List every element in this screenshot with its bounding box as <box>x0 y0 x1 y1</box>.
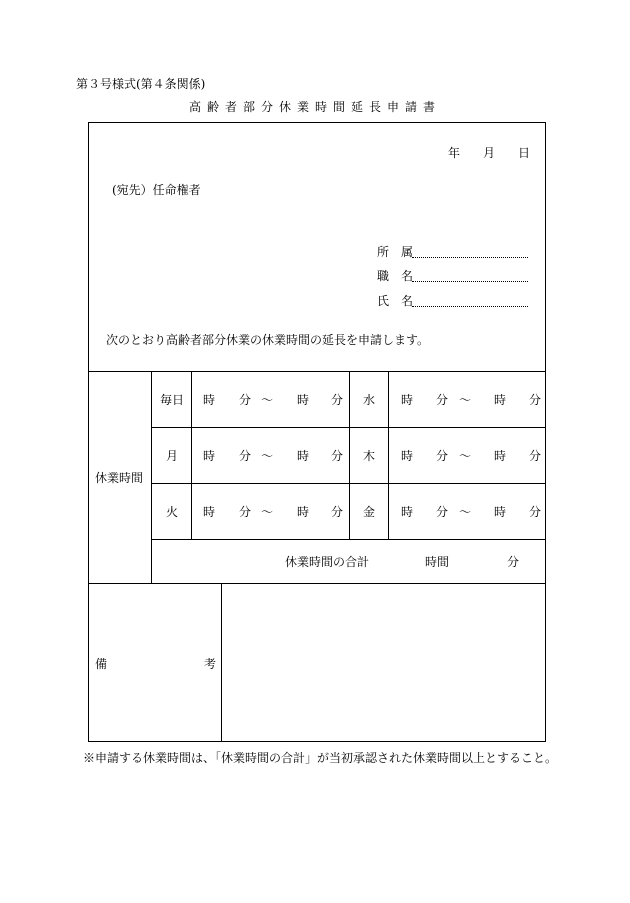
remarks-label-left: 備 <box>95 657 108 671</box>
range-tilde: 〜 <box>261 449 274 463</box>
day-label-thursday: 木 <box>363 449 376 463</box>
end-minute-unit: 分 <box>529 505 542 519</box>
range-tilde: 〜 <box>261 393 274 407</box>
start-hour-unit: 時 <box>401 393 414 407</box>
day-label-monday: 月 <box>166 449 179 463</box>
range-tilde: 〜 <box>459 393 472 407</box>
table-top-line <box>88 371 546 372</box>
document-title: 高齢者部分休業時間延長申請書 <box>188 100 441 114</box>
date-year-label: 年 <box>448 146 461 160</box>
total-hours-unit: 時間 <box>425 555 450 569</box>
date-month-label: 月 <box>483 146 496 160</box>
end-hour-unit: 時 <box>494 505 507 519</box>
start-minute-unit: 分 <box>239 505 252 519</box>
start-hour-unit: 時 <box>203 449 216 463</box>
section-label-divider <box>151 371 152 583</box>
end-minute-unit: 分 <box>331 505 344 519</box>
range-tilde: 〜 <box>459 505 472 519</box>
end-minute-unit: 分 <box>331 449 344 463</box>
addressee: (宛先）任命権者 <box>112 183 201 197</box>
total-leave-label: 休業時間の合計 <box>285 555 370 569</box>
end-hour-unit: 時 <box>494 393 507 407</box>
start-minute-unit: 分 <box>239 449 252 463</box>
day-label-tuesday: 火 <box>166 505 179 519</box>
start-minute-unit: 分 <box>239 393 252 407</box>
right-day-divider <box>388 371 389 539</box>
leave-hours-section-label: 休業時間 <box>95 471 144 485</box>
end-hour-unit: 時 <box>494 449 507 463</box>
position-label: 職 名 <box>377 269 414 283</box>
name-field[interactable] <box>412 306 528 307</box>
remarks-field[interactable] <box>222 584 545 741</box>
footnote: ※申請する休業時間は、「休業時間の合計」が当初承認された休業時間以上とすること。 <box>83 751 558 765</box>
name-label: 氏 名 <box>377 294 414 308</box>
request-statement: 次のとおり高齢者部分休業の休業時間の延長を申請します。 <box>106 333 430 347</box>
start-hour-unit: 時 <box>401 505 414 519</box>
start-minute-unit: 分 <box>436 505 449 519</box>
total-minutes-unit: 分 <box>507 555 520 569</box>
form-number: 第３号様式(第４条関係) <box>76 77 206 91</box>
affiliation-field[interactable] <box>412 257 528 258</box>
end-minute-unit: 分 <box>529 393 542 407</box>
row-line-3 <box>151 539 546 540</box>
date-day-label: 日 <box>518 146 531 160</box>
start-hour-unit: 時 <box>401 449 414 463</box>
affiliation-label: 所 属 <box>377 245 414 259</box>
end-minute-unit: 分 <box>331 393 344 407</box>
remarks-label-right: 考 <box>204 657 217 671</box>
end-hour-unit: 時 <box>297 449 310 463</box>
start-hour-unit: 時 <box>203 505 216 519</box>
position-field[interactable] <box>412 281 528 282</box>
start-minute-unit: 分 <box>436 449 449 463</box>
end-hour-unit: 時 <box>297 393 310 407</box>
range-tilde: 〜 <box>261 505 274 519</box>
day-label-friday: 金 <box>363 505 376 519</box>
start-minute-unit: 分 <box>436 393 449 407</box>
day-label-daily: 毎日 <box>160 393 185 407</box>
start-hour-unit: 時 <box>203 393 216 407</box>
end-hour-unit: 時 <box>297 505 310 519</box>
end-minute-unit: 分 <box>529 449 542 463</box>
day-label-wednesday: 水 <box>363 393 376 407</box>
left-day-divider <box>191 371 192 539</box>
middle-divider <box>349 371 350 539</box>
range-tilde: 〜 <box>459 449 472 463</box>
